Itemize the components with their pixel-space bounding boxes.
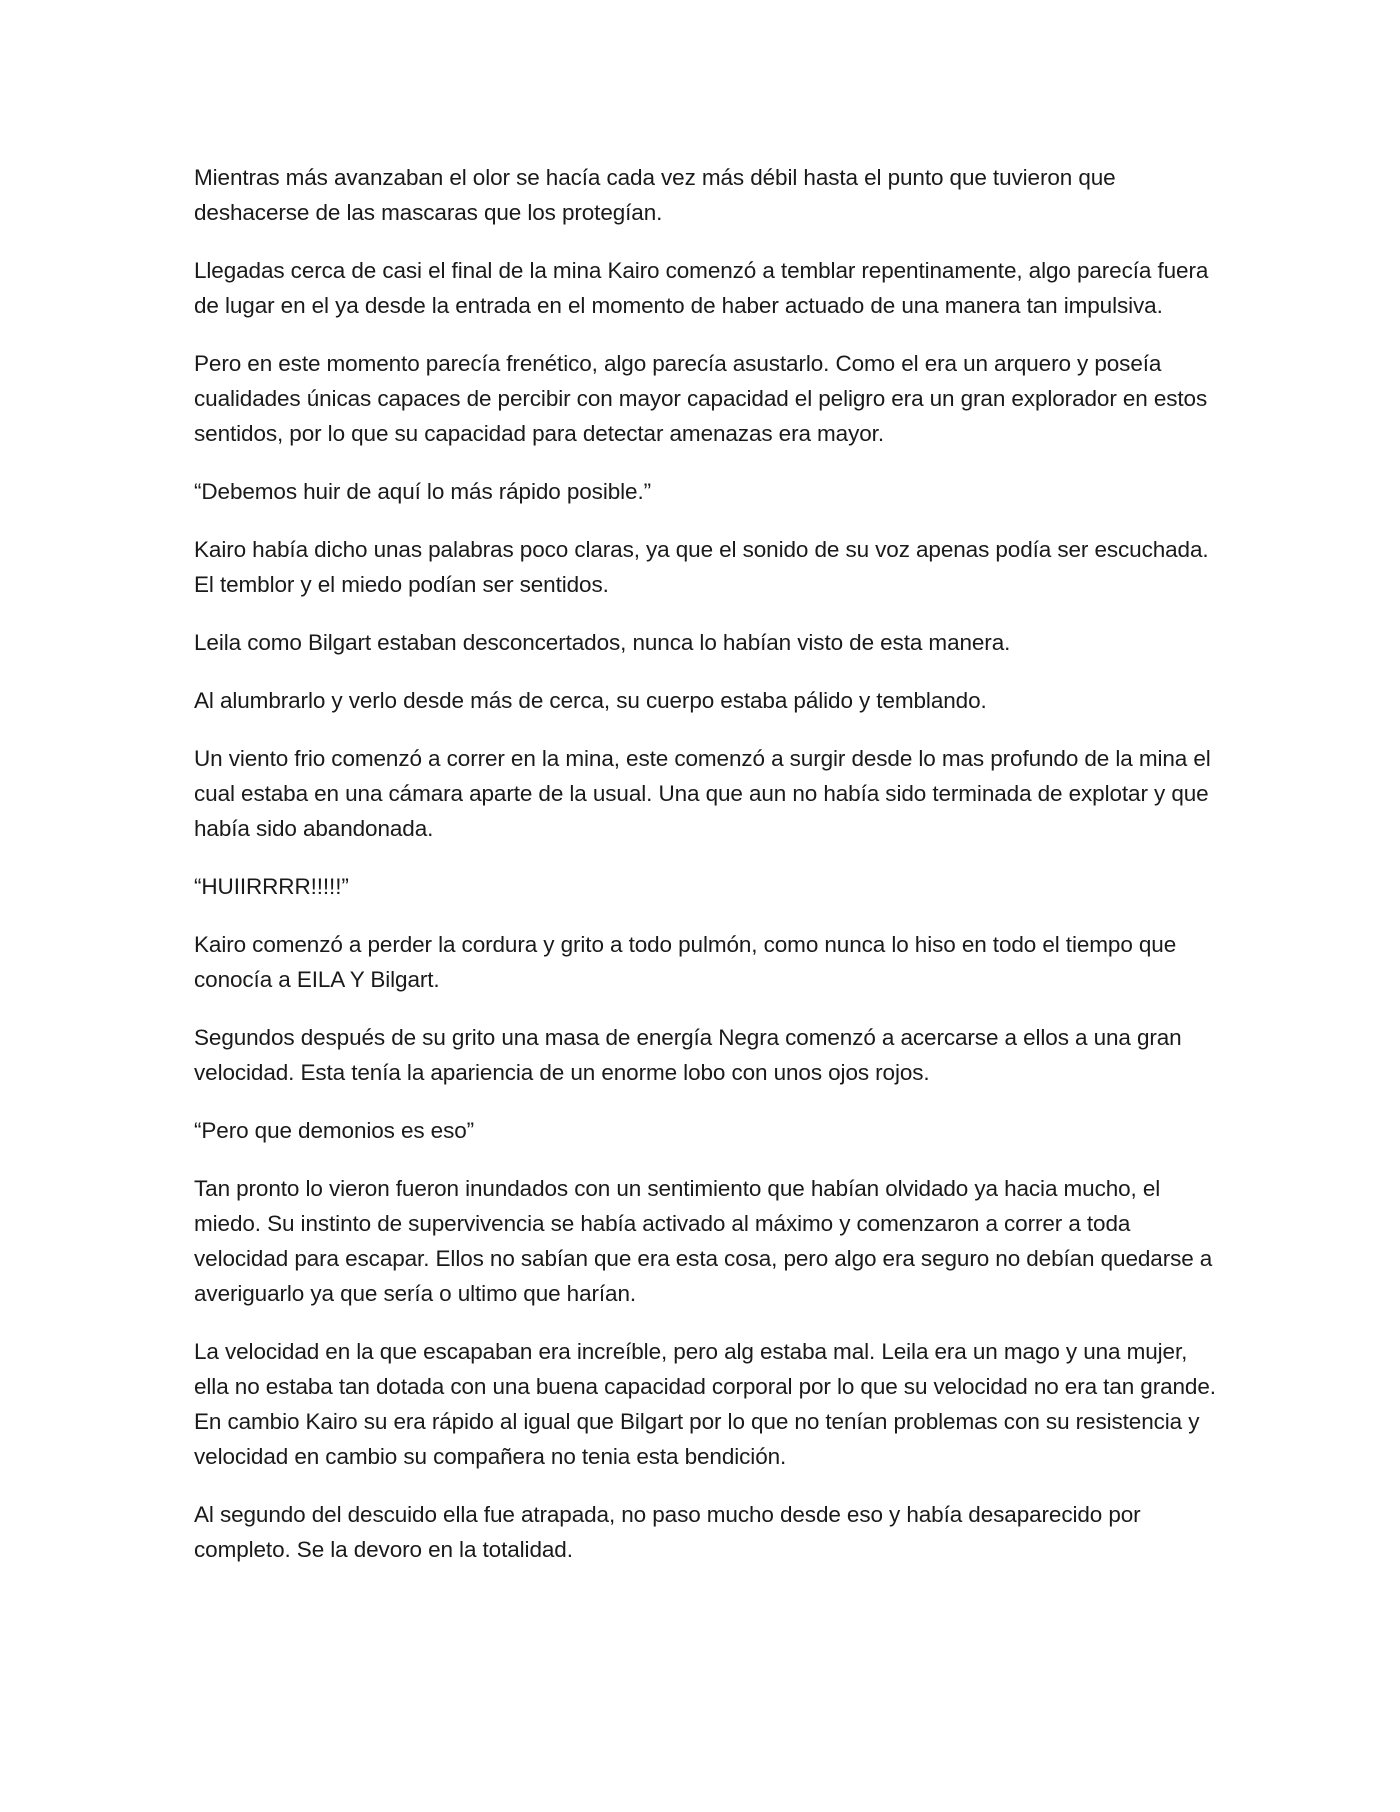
paragraph-3: Pero en este momento parecía frenético, algo parecía asustarlo. Como el era un arquero y poseía cualidades únicas capaces de percibir con mayor capacidad el peligro era un gran explorador en estos sentidos, por lo que su capacidad para detectar amenazas era mayor. [194, 351, 1208, 446]
paragraph-11: Segundos después de su grito una masa de energía Negra comenzó a acercarse a ellos a una gran velocidad. Esta tenía la apariencia de un enorme lobo con unos ojos rojos. [194, 1025, 1182, 1085]
paragraph-8: Un viento frio comenzó a correr en la mina, este comenzó a surgir desde lo mas profundo de la mina el cual estaba en una cámara aparte de la usual. Una que aun no había sido terminada de explotar y que había sido abandonada. [194, 746, 1211, 841]
paragraph-dialogue-2: “HUIIRRRR!!!!!” [194, 874, 349, 899]
paragraph-1: Mientras más avanzaban el olor se hacía cada vez más débil hasta el punto que tuvieron que deshacerse de las mascaras que los protegían. [194, 165, 1116, 225]
paragraph-5: Kairo había dicho unas palabras poco claras, ya que el sonido de su voz apenas podía ser escuchada. El temblor y el miedo podían ser sentidos. [194, 537, 1209, 597]
paragraph-10: Kairo comenzó a perder la cordura y grito a todo pulmón, como nunca lo hiso en todo el tiempo que conocía a EILA Y Bilgart. [194, 932, 1177, 992]
paragraph-7: Al alumbrarlo y verlo desde más de cerca, su cuerpo estaba pálido y temblando. [194, 688, 987, 713]
paragraph-2: Llegadas cerca de casi el final de la mina Kairo comenzó a temblar repentinamente, algo parecía fuera de lugar en el ya desde la entrada en el momento de haber actuado de una manera tan impulsiva. [194, 258, 1209, 318]
document-body [194, 160, 1224, 1590]
paragraph-14: La velocidad en la que escapaban era increíble, pero alg estaba mal. Leila era un mago y una mujer, ella no estaba tan dotada con una buena capacidad corporal por lo que su velocidad no era tan grande. En cambio Kairo su era rápido al igual que Bilgart por lo que no tenían problemas con su resistencia y velocidad en cambio su compañera no tenia esta bendición. [194, 1339, 1216, 1469]
paragraph-15: Al segundo del descuido ella fue atrapada, no paso mucho desde eso y había desaparecido por completo. Se la devoro en la totalidad. [194, 1502, 1141, 1562]
paragraph-6: Leila como Bilgart estaban desconcertados, nunca lo habían visto de esta manera. [194, 630, 1011, 655]
paragraph-dialogue-3: “Pero que demonios es eso” [194, 1118, 475, 1143]
paragraph-dialogue-1: “Debemos huir de aquí lo más rápido posible.” [194, 479, 651, 504]
paragraph-13: Tan pronto lo vieron fueron inundados con un sentimiento que habían olvidado ya hacia mucho, el miedo. Su instinto de supervivencia se había activado al máximo y comenzaron a correr a toda velocidad para escapar. Ellos no sabían que era esta cosa, pero algo era seguro no debían quedarse a averiguarlo ya que sería o ultimo que harían. [194, 1176, 1213, 1306]
